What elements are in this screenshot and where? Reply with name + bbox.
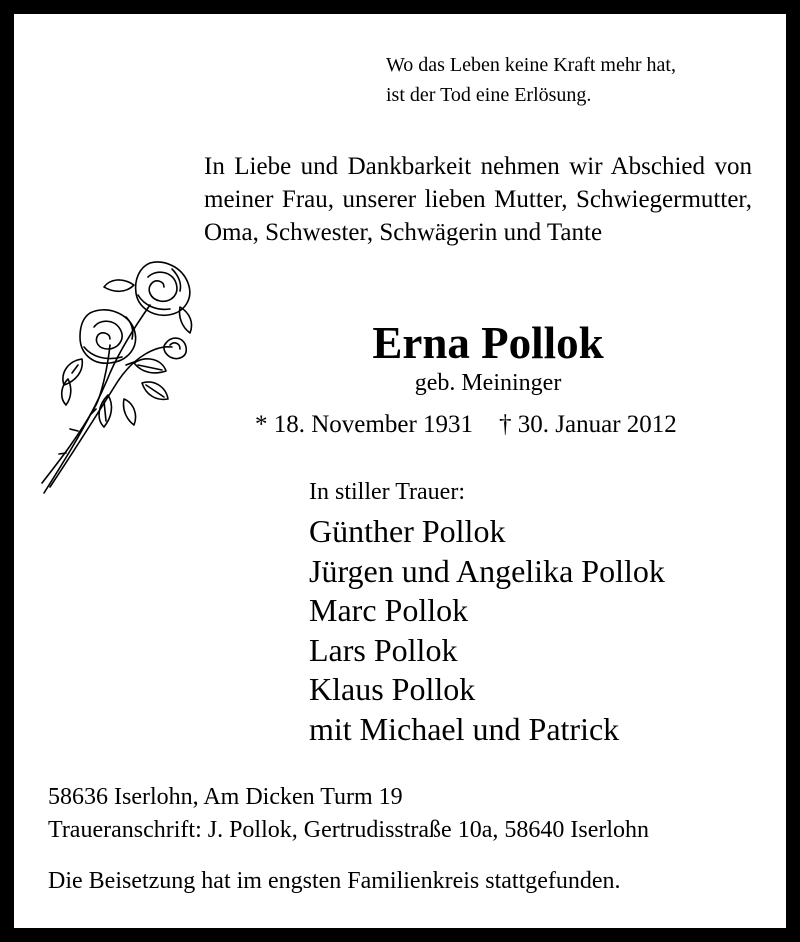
mourner-name: Marc Pollok: [309, 592, 469, 629]
motto-line-2: ist der Tod eine Erlösung.: [386, 84, 592, 106]
birth-date: * 18. November 1931: [255, 411, 474, 438]
mourning-address: Traueranschrift: J. Pollok, Gertrudisstraße 10a, 58640 Iserlohn: [48, 817, 650, 843]
mourner-name: Lars Pollok: [309, 631, 458, 668]
mourners-list: [309, 512, 665, 750]
maiden-name: geb. Meininger: [414, 370, 562, 396]
roses-icon: [38, 255, 198, 500]
motto: [386, 50, 676, 110]
mourner-name: Klaus Pollok: [309, 671, 476, 708]
death-date: † 30. Januar 2012: [499, 411, 677, 438]
mourner-name: Jürgen und Angelika Pollok: [309, 552, 665, 589]
deceased-name: Erna Pollok: [372, 318, 604, 368]
home-address: 58636 Iserlohn, Am Dicken Turm 19: [48, 784, 403, 810]
mourner-name: mit Michael und Patrick: [309, 710, 620, 747]
funeral-note: Die Beisetzung hat im engsten Familienkreis stattgefunden.: [48, 868, 621, 894]
life-dates: [255, 408, 677, 442]
intro-text: In Liebe und Dankbarkeit nehmen wir Abschied von meiner Frau, unserer lieben Mutter, Schwiegermutter, Oma, Schwester, Schwägerin und Tante: [204, 153, 752, 246]
mourner-name: Günther Pollok: [309, 513, 506, 549]
mourning-intro: In stiller Trauer:: [309, 479, 465, 505]
motto-line-1: Wo das Leben keine Kraft mehr hat,: [386, 54, 676, 76]
